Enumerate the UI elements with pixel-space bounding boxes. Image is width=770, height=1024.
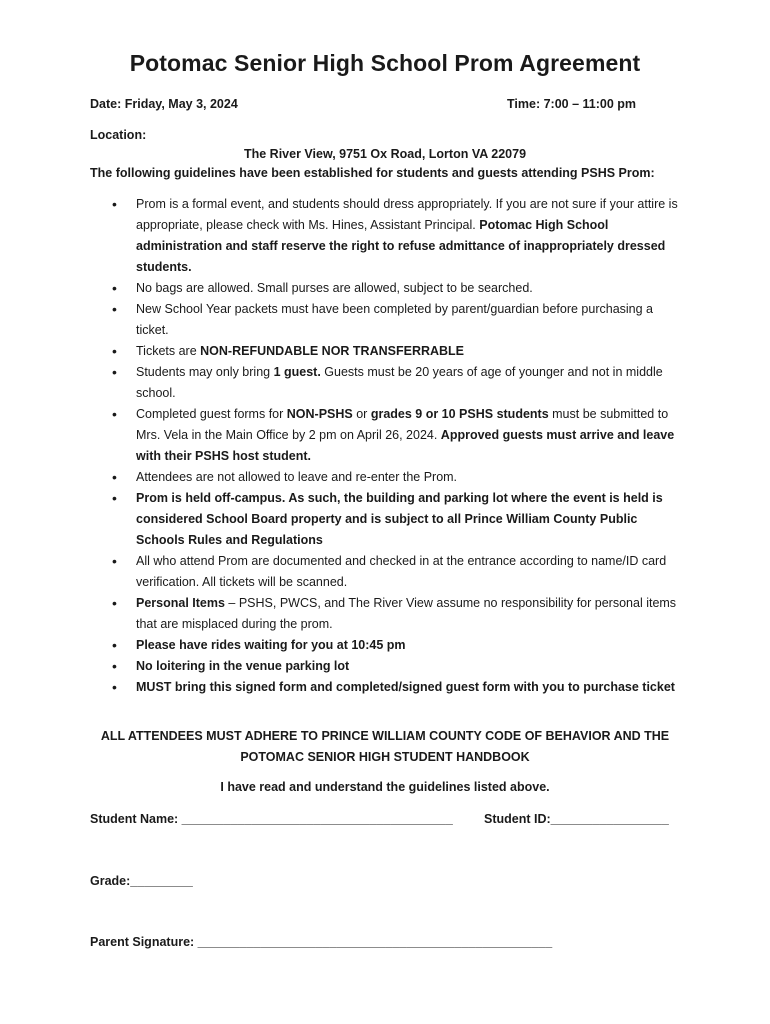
student-name-field[interactable]: Student Name: _______________________________________	[90, 812, 453, 826]
time-value: 7:00 – 11:00 pm	[543, 97, 637, 111]
page-title: Potomac Senior High School Prom Agreement	[129, 50, 641, 76]
list-item: • Tickets are NON-REFUNDABLE NOR TRANSFERRABLE	[108, 341, 688, 362]
time-line	[507, 97, 636, 111]
date-label: Date:	[90, 97, 122, 111]
time-label: Time:	[507, 97, 541, 111]
list-item: • Prom is held off-campus. As such, the building and parking lot where the event is held is considered School Board property and is subject to all Prince William County Public Schools Rules and Regulations	[108, 488, 688, 551]
list-item: • Personal Items – PSHS, PWCS, and The River View assume no responsibility for personal items that are misplaced during the prom.	[108, 593, 688, 635]
location-value: The River View, 9751 Ox Road, Lorton VA 22079	[243, 147, 527, 161]
parent-signature-field[interactable]: Parent Signature: ___________________________________________________	[90, 935, 553, 949]
list-item: • No bags are allowed. Small purses are allowed, subject to be searched.	[108, 278, 688, 299]
location-label: Location:	[90, 128, 147, 142]
guidelines-intro: The following guidelines have been established for students and guests attending PSHS Prom:	[90, 166, 655, 180]
list-item: • All who attend Prom are documented and checked in at the entrance according to name/ID card verification. All tickets will be scanned.	[108, 551, 688, 593]
list-item: • Students may only bring 1 guest. Guests must be 20 years of age of younger and not in middle school.	[108, 362, 688, 404]
list-item: • Prom is a formal event, and students should dress appropriately. If you are not sure if your attire is appropriate, please check with Ms. Hines, Assistant Principal. Potomac High School administration and staff reserve the right to refuse admittance of inappropriately dressed students.	[108, 194, 688, 278]
list-item: • No loitering in the venue parking lot	[108, 656, 688, 677]
student-id-field[interactable]: Student ID:_________________	[484, 812, 669, 826]
list-item: • MUST bring this signed form and completed/signed guest form with you to purchase ticket	[108, 677, 688, 698]
acknowledgement: I have read and understand the guidelines listed above.	[220, 780, 550, 794]
list-item: • Attendees are not allowed to leave and re-enter the Prom.	[108, 467, 688, 488]
closing-statement-line-2: POTOMAC SENIOR HIGH STUDENT HANDBOOK	[240, 750, 530, 764]
date-value: Friday, May 3, 2024	[124, 97, 238, 111]
guidelines-list	[108, 194, 688, 698]
list-item: • Completed guest forms for NON-PSHS or grades 9 or 10 PSHS students must be submitted to Mrs. Vela in the Main Office by 2 pm on April 26, 2024. Approved guests must arrive and leave with their PSHS host student.	[108, 404, 688, 467]
date-line	[90, 97, 238, 111]
list-item: • Please have rides waiting for you at 10:45 pm	[108, 635, 688, 656]
grade-field[interactable]: Grade:_________	[90, 874, 193, 888]
closing-statement-line-1: ALL ATTENDEES MUST ADHERE TO PRINCE WILLIAM COUNTY CODE OF BEHAVIOR AND THE	[100, 729, 670, 743]
list-item: • New School Year packets must have been completed by parent/guardian before purchasing a ticket.	[108, 299, 688, 341]
